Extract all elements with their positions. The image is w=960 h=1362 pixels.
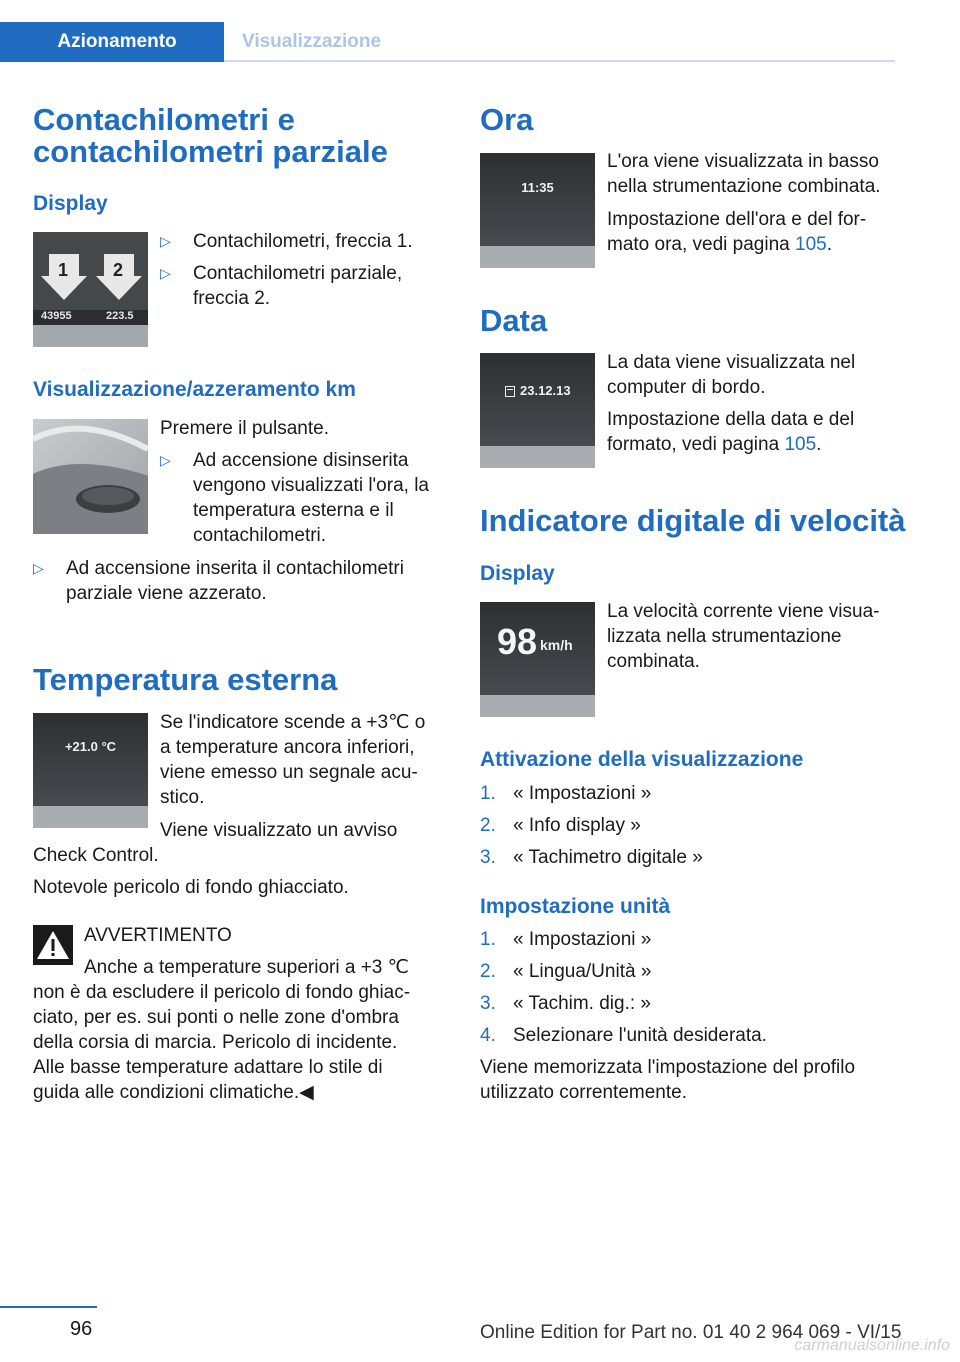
odometer-trip-value: 223.5 [106, 310, 134, 322]
temperature-para-3: Notevole pericolo di fondo ghiacciato. [33, 877, 349, 898]
speed-display-value: 98 [497, 621, 538, 662]
date-display-value: 23.12.13 [520, 383, 571, 398]
clock-display-value: 11:35 [521, 180, 554, 195]
warning-body: non è da escludere il pericolo di fondo ghiac‐ ciato, per es. sui ponti o nelle zone d'ombra della corsia di marcia. Pericolo di incidente. Alle basse temperature adattare lo stile di guida alle condizioni climatiche.◀ [33, 982, 411, 1103]
speed-display-heading: Display [480, 562, 555, 585]
temperature-display-image [33, 713, 148, 828]
warning-title: AVVERTIMENTO [84, 925, 232, 946]
activation-step-1: 1. « Impostazioni » [480, 783, 652, 804]
edition-text: Online Edition for Part no. 01 40 2 964 069 - VI/15 [480, 1322, 902, 1343]
header-tabs [0, 22, 895, 62]
temperature-display-value: +21.0 °C [64, 739, 117, 754]
arrow-1-label: 1 [58, 260, 69, 280]
date-page-link[interactable]: 105 [784, 434, 817, 455]
odometer-bullet-1: ▷ Contachilometri, freccia 1. [160, 231, 413, 252]
temperature-para-1: Se l'indicatore scende a +3℃ o a temperature ancora inferiori, viene emesso un segnale acu‐ stico. [160, 712, 426, 808]
clock-para-2: Impostazione dell'ora e del for‐ mato ora, vedi pagina 105. [607, 209, 867, 255]
date-display-image [480, 353, 595, 468]
unit-step-1: 1. « Impostazioni » [480, 929, 652, 950]
speed-para: La velocità corrente viene visua‐ lizzata nella strumentazione combinata. [607, 601, 880, 672]
odometer-bullet-2: ▷ Contachilometri parziale, freccia 2. [160, 263, 403, 309]
warning-triangle-icon [33, 925, 73, 965]
tab-underline [224, 60, 895, 62]
arrow-2-label: 2 [113, 260, 124, 280]
triangle-bullet-icon: ▷ [160, 265, 171, 281]
reset-intro: Premere il pulsante. [160, 418, 329, 439]
triangle-bullet-icon: ▷ [33, 560, 44, 576]
activation-step-3: 3. « Tachimetro digitale » [480, 847, 703, 868]
date-para-1: La data viene visualizzata nel computer di bordo. [607, 352, 856, 398]
reset-bullet-2: ▷ Ad accensione inserita il contachilometri parziale viene azzerato. [33, 558, 404, 604]
unit-step-2: 2. « Lingua/Unità » [480, 961, 652, 982]
speed-closing-para: Viene memorizzata l'impostazione del profilo utilizzato correntemente. [480, 1057, 856, 1103]
reset-bullet-1: ▷ Ad accensione disinserita vengono visualizzati l'ora, la temperatura esterna e il contachilometri. [160, 450, 429, 546]
page-number: 96 [70, 1318, 93, 1340]
temperature-para-2-line1: Viene visualizzato un avviso [160, 820, 398, 841]
temperature-para-2-line2: Check Control. [33, 845, 159, 866]
unit-step-4: 4. Selezionare l'unità desiderata. [480, 1025, 767, 1046]
activation-heading: Attivazione della visualizzazione [480, 748, 804, 771]
speed-display-unit: km/h [540, 637, 573, 653]
warning-line-1: Anche a temperature superiori a +3 ℃ [84, 957, 409, 978]
speed-display-image [480, 602, 595, 717]
footer-rule [0, 1306, 97, 1308]
clock-para-1: L'ora viene visualizzata in basso nella strumentazione combinata. [607, 151, 881, 197]
triangle-bullet-icon: ▷ [160, 233, 171, 249]
odometer-display-image [33, 232, 148, 347]
watermark: carmanualsonline.info [794, 1337, 950, 1354]
tab-visualizzazione[interactable]: Visualizzazione [242, 31, 382, 52]
speed-title: Indicatore digitale di velocità [480, 503, 906, 538]
date-title: Data [480, 303, 548, 338]
activation-step-2: 2. « Info display » [480, 815, 641, 836]
clock-display-image [480, 153, 595, 268]
odometer-total-value: 43955 [41, 310, 72, 322]
button-photo-icon [33, 419, 148, 534]
odometer-title-line2: contachilometri parziale [33, 134, 388, 169]
reset-heading: Visualizzazione/azzeramento km [33, 378, 356, 401]
triangle-bullet-icon: ▷ [160, 452, 171, 468]
tab-azionamento[interactable]: Azionamento [0, 22, 224, 62]
odometer-display-heading: Display [33, 192, 108, 215]
clock-title: Ora [480, 102, 534, 137]
odometer-title-line1: Contachilometri e [33, 102, 295, 137]
temperature-title: Temperatura esterna [33, 662, 338, 697]
clock-page-link[interactable]: 105 [795, 234, 827, 255]
unit-heading: Impostazione unità [480, 895, 671, 918]
date-para-2: Impostazione della data e del formato, vedi pagina 105. [607, 409, 855, 455]
reset-button-image [33, 419, 148, 534]
unit-step-3: 3. « Tachim. dig.: » [480, 993, 652, 1014]
calendar-icon [505, 386, 515, 397]
